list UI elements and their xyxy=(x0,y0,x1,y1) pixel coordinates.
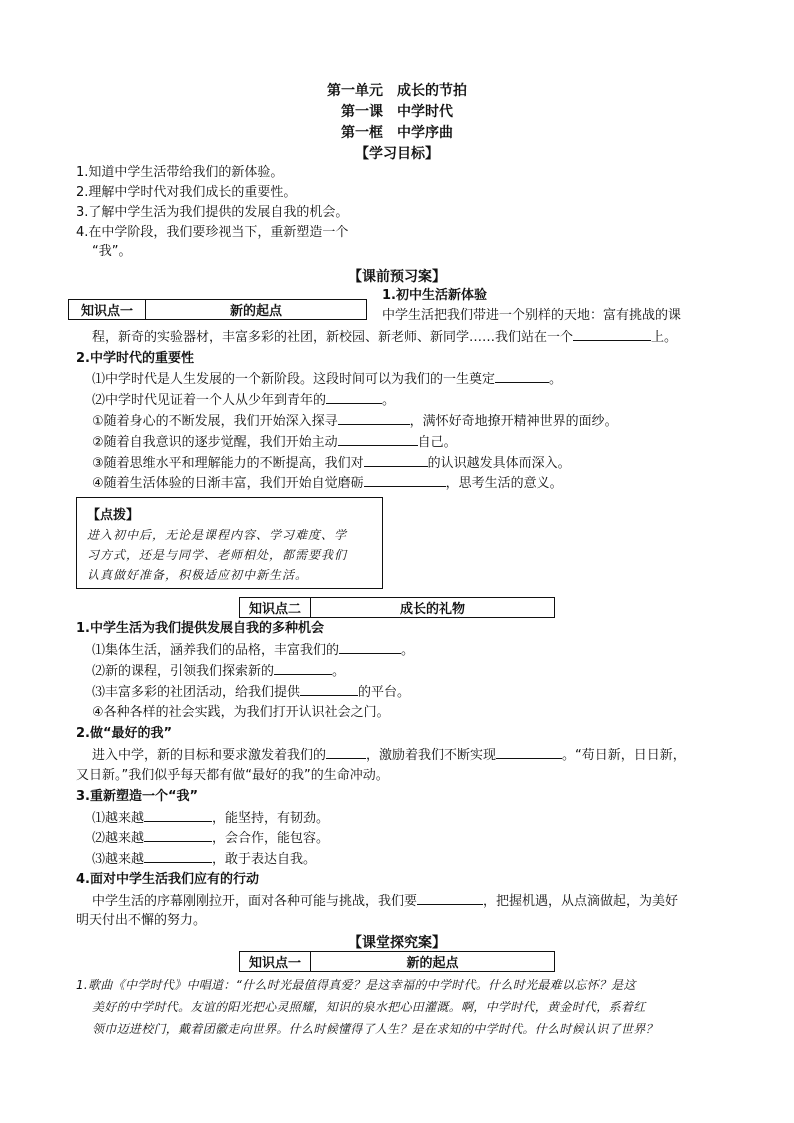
tip-line-1: 进入初中后，无论是课程内容、学习难度、学 xyxy=(87,528,348,542)
section-1-title: 1.初中生活新体验 xyxy=(382,288,487,303)
fill-blank[interactable] xyxy=(495,370,549,383)
kp-label: 知识点二 xyxy=(240,598,311,617)
frame-title: 第一框 中学序曲 xyxy=(341,125,453,141)
topic-1-title: 1.中学生活为我们提供发展自我的多种机会 xyxy=(76,621,324,636)
section-2-line-5: ③随着思维水平和理解能力的不断提高，我们对 的认识越发具体而深入。 xyxy=(92,456,571,471)
section-1-line-1: 中学生活把我们带进一个别样的天地：富有挑战的课 xyxy=(382,308,682,323)
kp-label: 知识点一 xyxy=(69,300,146,319)
section-2-line-4: ②随着自我意识的逐步觉醒，我们开始主动 自己。 xyxy=(92,435,457,450)
topic-1-line-2: ⑵新的课程，引领我们探索新的 。 xyxy=(92,664,346,679)
unit-title: 第一单元 成长的节拍 xyxy=(327,83,467,99)
topic-3-line-2: ⑵越来越 ，会合作，能包容。 xyxy=(92,831,330,846)
fill-blank[interactable] xyxy=(326,391,382,404)
section-2-title: 2.中学时代的重要性 xyxy=(76,351,194,366)
topic-2-title: 2.做“最好的我” xyxy=(76,726,173,741)
section-2-line-1: ⑴中学时代是人生发展的一个新阶段。这段时间可以为我们的一生奠定 。 xyxy=(92,372,563,387)
section-2-line-3: ①随着身心的不断发展，我们开始深入探寻 ，满怀好奇地撩开精神世界的面纱。 xyxy=(92,414,618,429)
tip-line-2: 习方式，还是与同学、老师相处，都需要我们 xyxy=(87,548,348,562)
objective-4-cont: “我”。 xyxy=(92,244,132,259)
kp-name: 新的起点 xyxy=(229,304,282,319)
fill-blank[interactable] xyxy=(144,809,212,822)
topic-4-title: 4.面对中学生活我们应有的行动 xyxy=(76,872,259,887)
topic-1-line-4: ④各种各样的社会实践，为我们打开认识社会之门。 xyxy=(92,705,390,720)
question-1-line-3: 领巾迈进校门，戴着团徽走向世界。什么时候懂得了人生？是在求知的中学时代。什么时候认识了世界？ xyxy=(92,1022,658,1036)
kp-name: 新的起点 xyxy=(406,956,459,971)
tip-title: 【点拨】 xyxy=(87,508,140,523)
question-1-line-1: 1.歌曲《中学时代》中唱道：“什么时光最值得真爱？是这幸福的中学时代。什么时光最难以忘怀？是这 xyxy=(76,978,636,992)
fill-blank[interactable] xyxy=(144,850,212,863)
objective-3: 3.了解中学生活为我们提供的发展自我的机会。 xyxy=(76,205,349,220)
question-1-line-2: 美好的中学时代。友谊的阳光把心灵照耀，知识的泉水把心田灌溉。啊，中学时代，黄金时代，系着红 xyxy=(92,1000,646,1014)
fill-blank[interactable] xyxy=(274,662,332,675)
knowledge-point-box-1 xyxy=(68,299,367,320)
knowledge-point-box-2 xyxy=(239,597,555,618)
objectives-heading: 【学习目标】 xyxy=(355,146,439,162)
fill-blank[interactable] xyxy=(338,412,410,425)
fill-blank[interactable] xyxy=(496,746,562,759)
topic-3-line-1: ⑴越来越 ，能坚持，有韧劲。 xyxy=(92,811,330,826)
objective-1: 1.知道中学生活带给我们的新体验。 xyxy=(76,165,284,180)
preview-heading: 【课前预习案】 xyxy=(348,269,446,285)
section-2-line-2: ⑵中学时代见证着一个人从少年到青年的 。 xyxy=(92,393,396,408)
fill-blank[interactable] xyxy=(339,641,401,654)
topic-4-line-1: 中学生活的序幕刚刚拉开，面对各种可能与挑战，我们要 ，把握机遇，从点滴做起，为美好 xyxy=(92,894,679,909)
topic-3-line-3: ⑶越来越 ，敢于表达自我。 xyxy=(92,852,317,867)
fill-blank[interactable] xyxy=(144,829,212,842)
fill-blank[interactable] xyxy=(364,474,446,487)
objective-4: 4.在中学阶段，我们要珍视当下，重新塑造一个 xyxy=(76,225,349,240)
topic-1-line-1: ⑴集体生活，涵养我们的品格，丰富我们的 。 xyxy=(92,643,415,658)
tip-box xyxy=(76,497,383,589)
section-2-line-6: ④随着生活体验的日渐丰富，我们开始自觉磨砺 ，思考生活的意义。 xyxy=(92,476,563,491)
topic-2-line-2: 又日新。”我们似乎每天都有做“最好的我”的生命冲动。 xyxy=(76,768,389,783)
fill-blank[interactable] xyxy=(326,746,366,759)
objective-2: 2.理解中学时代对我们成长的重要性。 xyxy=(76,185,297,200)
kp-name: 成长的礼物 xyxy=(399,602,465,617)
fill-blank[interactable] xyxy=(338,433,418,446)
fill-blank[interactable] xyxy=(300,683,358,696)
topic-1-line-3: ⑶丰富多彩的社团活动，给我们提供 的平台。 xyxy=(92,685,411,700)
topic-3-title: 3.重新塑造一个“我” xyxy=(76,789,199,804)
lesson-title: 第一课 中学时代 xyxy=(341,104,453,120)
kp-label: 知识点一 xyxy=(240,952,311,971)
explore-heading: 【课堂探究案】 xyxy=(348,935,446,951)
knowledge-point-box-3 xyxy=(239,951,555,972)
fill-blank[interactable] xyxy=(364,454,428,467)
fill-blank[interactable] xyxy=(417,892,483,905)
section-1-line-2: 程，新奇的实验器材，丰富多彩的社团，新校园、新老师、新同学……我们站在一个 上。 xyxy=(92,330,678,345)
fill-blank[interactable] xyxy=(573,328,651,341)
tip-line-3: 认真做好准备，积极适应初中新生活。 xyxy=(87,568,309,582)
topic-2-line-1: 进入中学，新的目标和要求激发着我们的 ，激励着我们不断实现 。“苟日新，日日新， xyxy=(92,748,686,763)
topic-4-line-2: 明天付出不懈的努力。 xyxy=(76,913,207,928)
